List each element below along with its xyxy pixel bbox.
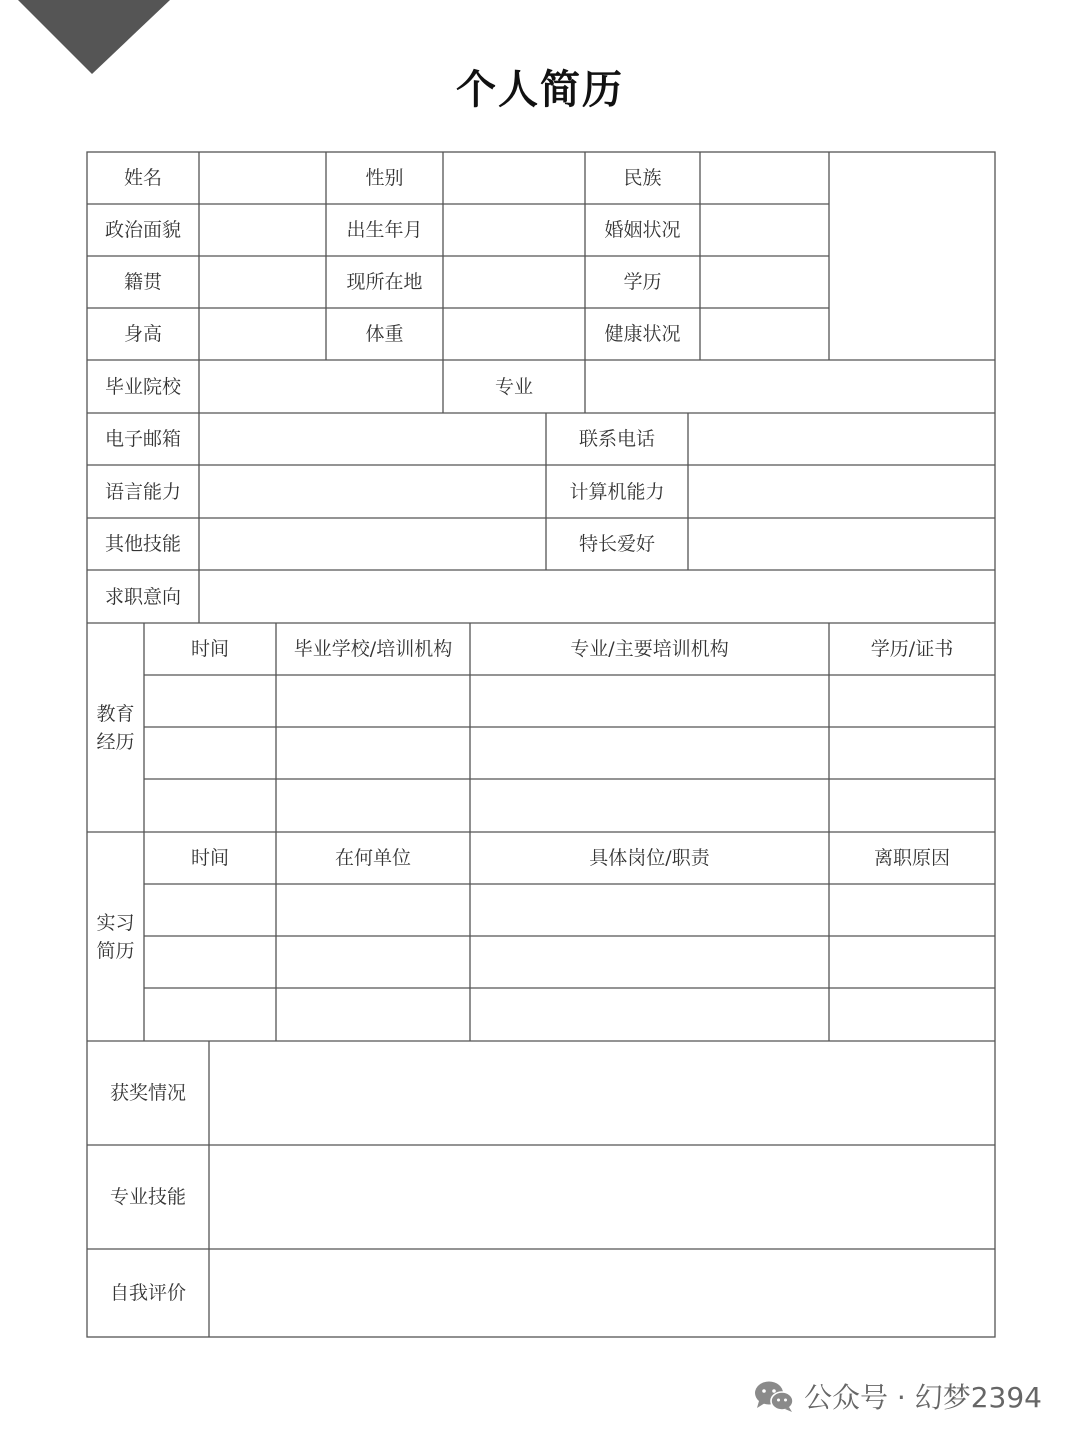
language-field[interactable] xyxy=(199,465,546,518)
internship-header-time: 时间 xyxy=(190,847,229,869)
computer-skills-field[interactable] xyxy=(688,465,995,518)
hometown-field[interactable] xyxy=(199,256,326,308)
education-header-school: 毕业学校/培训机构 xyxy=(293,638,453,660)
degree-label: 学历 xyxy=(623,271,662,293)
phone-label: 联系电话 xyxy=(578,428,655,450)
phone-field[interactable] xyxy=(688,413,995,465)
other-skills-field[interactable] xyxy=(199,518,546,570)
political-status-label: 政治面貌 xyxy=(104,219,181,241)
degree-field[interactable] xyxy=(700,256,829,308)
email-label: 电子邮箱 xyxy=(104,428,181,450)
height-field[interactable] xyxy=(199,308,326,360)
ethnicity-label: 民族 xyxy=(623,167,662,189)
school-label: 毕业院校 xyxy=(104,375,181,398)
education-header-time: 时间 xyxy=(190,638,229,660)
internship-header-position: 具体岗位/职责 xyxy=(589,847,710,869)
education-section-label xyxy=(87,623,144,832)
wechat-icon xyxy=(752,1378,796,1414)
marital-status-field[interactable] xyxy=(700,204,829,256)
footer-watermark xyxy=(752,1372,1042,1420)
education-header-degree: 学历/证书 xyxy=(870,638,954,660)
political-status-field[interactable] xyxy=(199,204,326,256)
internship-label-line1: 实习 xyxy=(96,911,135,934)
awards-field[interactable] xyxy=(209,1041,995,1145)
education-header-major: 专业/主要培训机构 xyxy=(570,638,729,660)
education-label-line1: 教育 xyxy=(96,702,135,725)
other-skills-label: 其他技能 xyxy=(104,533,181,555)
education-label-line2: 经历 xyxy=(96,730,135,753)
birth-date-field[interactable] xyxy=(443,204,585,256)
self-evaluation-label: 自我评价 xyxy=(109,1282,186,1304)
hobbies-label: 特长爱好 xyxy=(578,533,655,555)
internship-label-line2: 简历 xyxy=(96,939,135,962)
weight-label: 体重 xyxy=(365,323,404,345)
current-location-label: 现所在地 xyxy=(346,271,423,293)
ethnicity-field[interactable] xyxy=(700,152,829,204)
hobbies-field[interactable] xyxy=(688,518,995,570)
gender-field[interactable] xyxy=(443,152,585,204)
health-status-field[interactable] xyxy=(700,308,829,360)
hometown-label: 籍贯 xyxy=(123,271,162,293)
professional-skills-label: 专业技能 xyxy=(109,1186,186,1208)
major-label: 专业 xyxy=(494,375,533,398)
birth-date-label: 出生年月 xyxy=(346,219,423,241)
professional-skills-field[interactable] xyxy=(209,1145,995,1249)
language-label: 语言能力 xyxy=(104,480,181,503)
gender-label: 性别 xyxy=(365,167,404,189)
weight-field[interactable] xyxy=(443,308,585,360)
marital-status-label: 婚姻状况 xyxy=(604,219,681,241)
photo-area[interactable] xyxy=(829,152,995,360)
job-intent-label: 求职意向 xyxy=(104,585,181,608)
self-evaluation-field[interactable] xyxy=(209,1249,995,1337)
health-status-label: 健康状况 xyxy=(604,323,681,345)
computer-skills-label: 计算机能力 xyxy=(569,480,665,503)
job-intent-field[interactable] xyxy=(199,570,995,623)
name-label: 姓名 xyxy=(123,167,162,189)
email-field[interactable] xyxy=(199,413,546,465)
name-field[interactable] xyxy=(199,152,326,204)
internship-header-company: 在何单位 xyxy=(334,847,411,869)
current-location-field[interactable] xyxy=(443,256,585,308)
internship-section-label xyxy=(87,832,144,1041)
awards-label: 获奖情况 xyxy=(109,1082,186,1104)
footer-text: 公众号 · 幻梦2394 xyxy=(804,1381,1042,1414)
height-label: 身高 xyxy=(123,323,162,345)
page-title: 个人简历 xyxy=(456,66,624,113)
school-field[interactable] xyxy=(199,360,443,413)
internship-header-reason: 离职原因 xyxy=(873,847,950,869)
major-field[interactable] xyxy=(585,360,995,413)
